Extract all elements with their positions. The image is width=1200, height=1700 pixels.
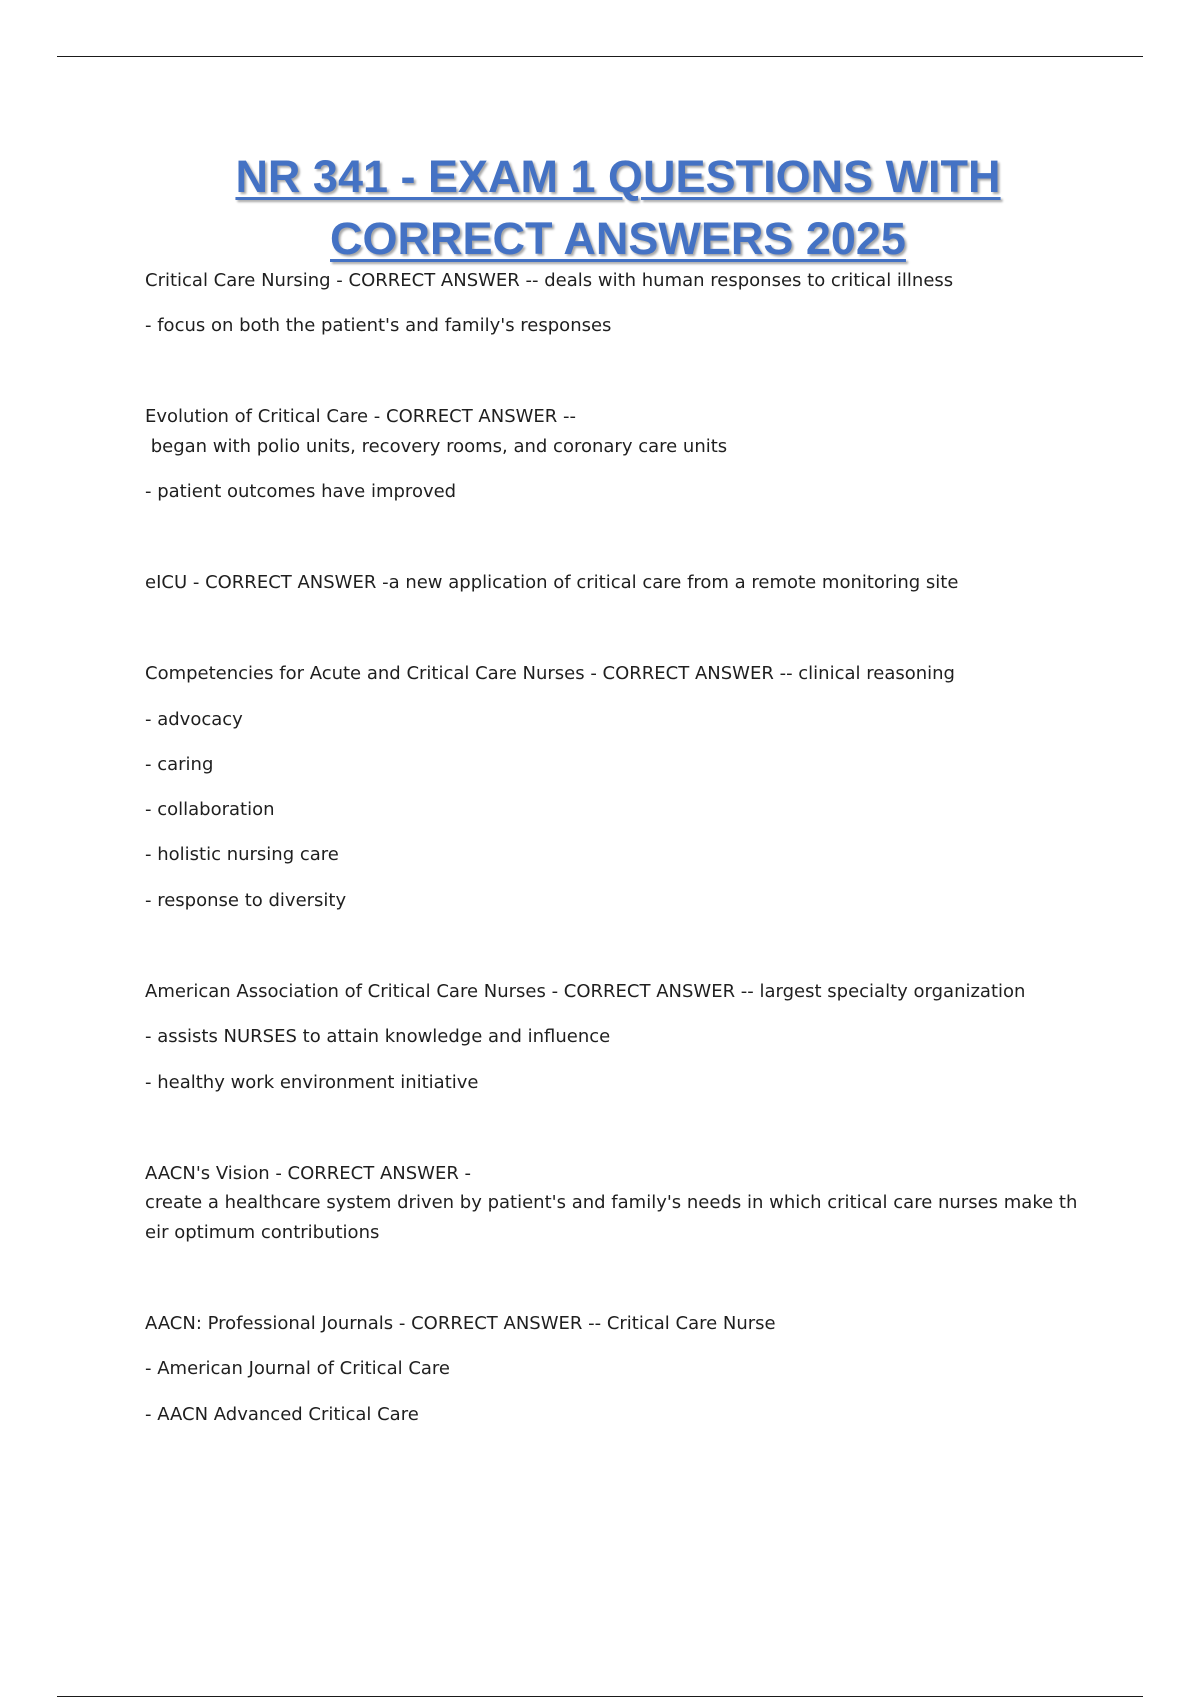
entry-aacn-vision: AACN's Vision - CORRECT ANSWER - <box>145 1163 472 1184</box>
entry-line: - holistic nursing care <box>145 844 339 865</box>
document-title <box>0 146 1200 270</box>
entry-line: - patient outcomes have improved <box>145 481 457 502</box>
entry-aacn-journals: AACN: Professional Journals - CORRECT ANSWER -- Critical Care Nurse <box>145 1313 776 1334</box>
entry-critical-care-nursing: Critical Care Nursing - CORRECT ANSWER -- deals with human responses to critical illness <box>145 270 954 291</box>
entry-line: - healthy work environment initiative <box>145 1072 479 1093</box>
entry-line: - focus on both the patient's and family's responses <box>145 315 612 336</box>
entry-aacn: American Association of Critical Care Nurses - CORRECT ANSWER -- largest specialty organization <box>145 981 1026 1002</box>
entry-line: - collaboration <box>145 799 275 820</box>
entry-line: - response to diversity <box>145 890 347 911</box>
entry-evolution-of-critical-care: Evolution of Critical Care - CORRECT ANSWER -- <box>145 406 577 427</box>
entry-line: - AACN Advanced Critical Care <box>145 1404 419 1425</box>
entry-line: began with polio units, recovery rooms, and coronary care units <box>145 436 728 457</box>
title-line-2: CORRECT ANSWERS 2025 <box>330 213 906 264</box>
entry-eicu: eICU - CORRECT ANSWER -a new application of critical care from a remote monitoring site <box>145 572 959 593</box>
entry-line: - advocacy <box>145 709 243 730</box>
entry-line: - assists NURSES to attain knowledge and influence <box>145 1026 611 1047</box>
entry-line: create a healthcare system driven by patient's and family's needs in which critical care nurses make th <box>145 1192 1078 1213</box>
top-rule <box>57 56 1143 57</box>
entry-competencies: Competencies for Acute and Critical Care Nurses - CORRECT ANSWER -- clinical reasoning <box>145 663 955 684</box>
entry-line: - American Journal of Critical Care <box>145 1358 450 1379</box>
bottom-rule <box>57 1696 1143 1697</box>
entry-line: eir optimum contributions <box>145 1222 380 1243</box>
title-line-1: NR 341 - EXAM 1 QUESTIONS WITH <box>235 151 1001 202</box>
entry-line: - caring <box>145 754 214 775</box>
